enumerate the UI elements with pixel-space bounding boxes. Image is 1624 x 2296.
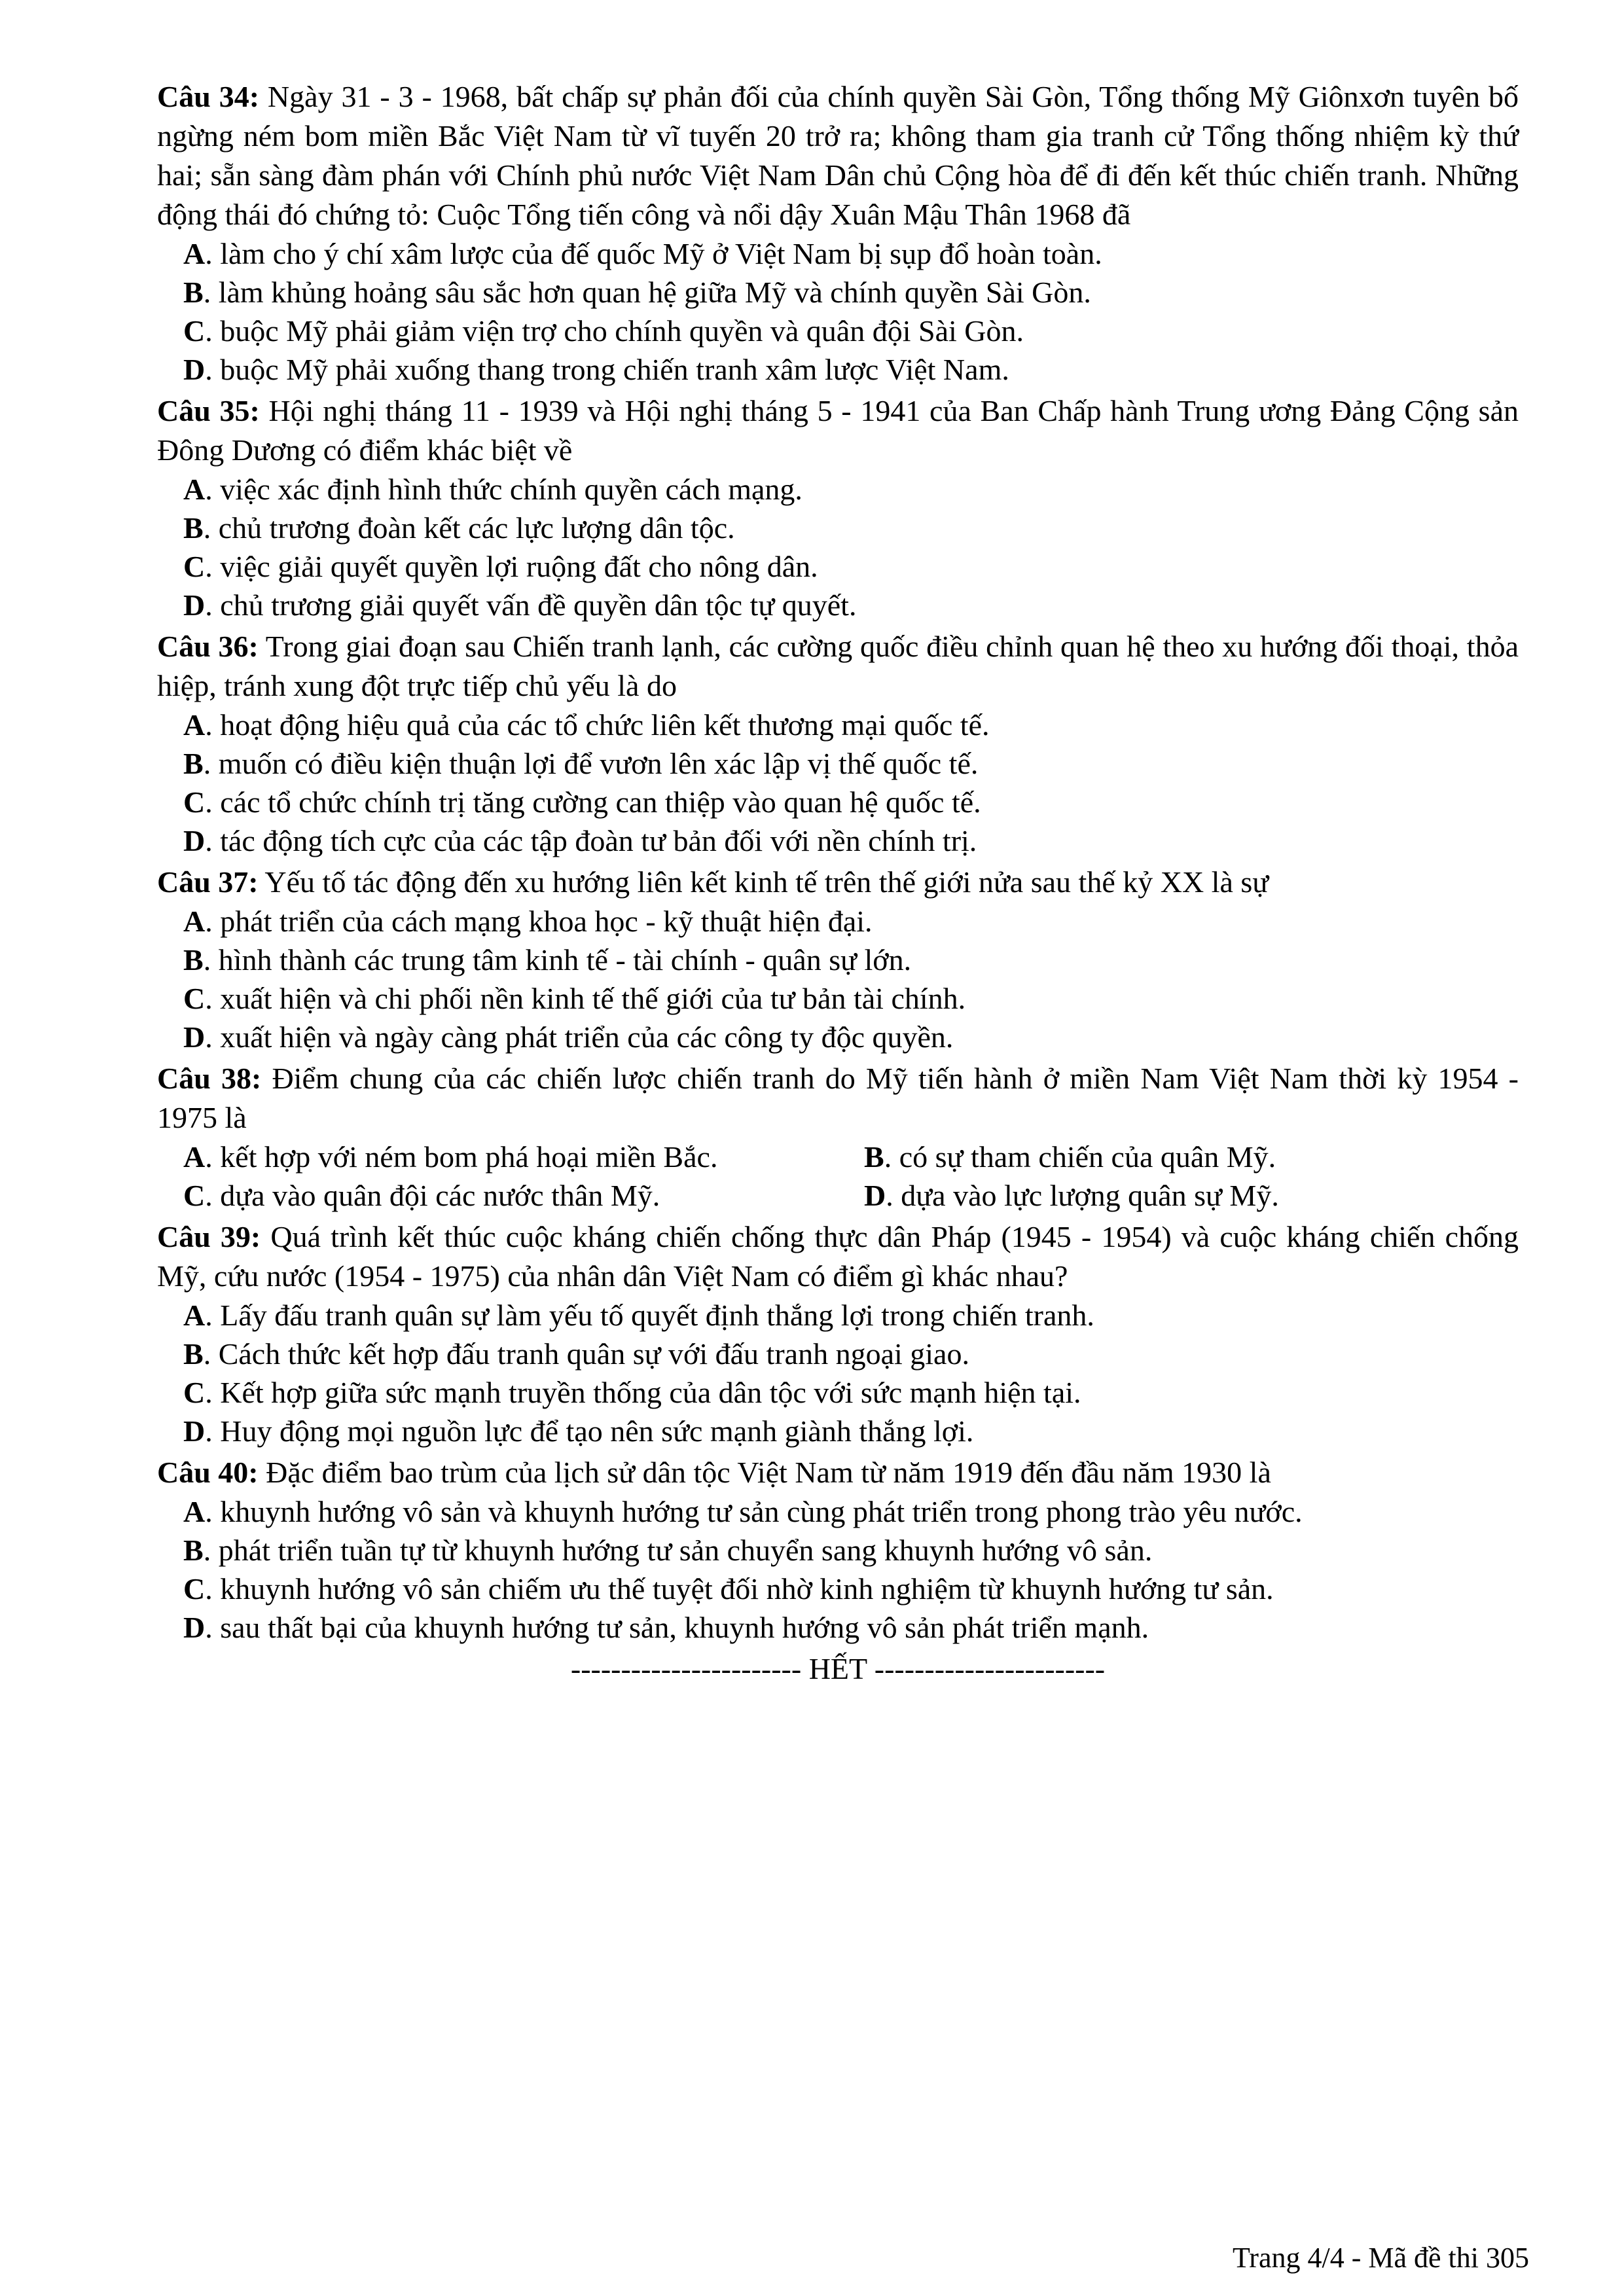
option-text: . khuynh hướng vô sản và khuynh hướng tư sản cùng phát triển trong phong trào yêu nước. bbox=[205, 1495, 1303, 1528]
question-stem bbox=[157, 391, 1519, 470]
question-stem bbox=[157, 1453, 1519, 1492]
option-text: . Kết hợp giữa sức mạnh truyền thống của dân tộc với sức mạnh hiện tại. bbox=[205, 1376, 1081, 1409]
option-letter: A bbox=[183, 1495, 206, 1528]
option-letter: C bbox=[183, 982, 206, 1015]
question-label: Câu 38: bbox=[157, 1062, 262, 1095]
question-text: Điểm chung của các chiến lược chiến tranh do Mỹ tiến hành ở miền Nam Việt Nam thời kỳ 1954 - 1975 là bbox=[157, 1062, 1519, 1134]
option-b bbox=[157, 1335, 1519, 1373]
option-c bbox=[157, 1570, 1519, 1608]
option-text: . buộc Mỹ phải giảm viện trợ cho chính quyền và quân đội Sài Gòn. bbox=[205, 314, 1024, 348]
question-37 bbox=[157, 863, 1519, 1056]
question-stem bbox=[157, 1217, 1519, 1296]
option-b bbox=[157, 509, 1519, 547]
option-text: . Huy động mọi nguồn lực để tạo nên sức mạnh giành thắng lợi. bbox=[205, 1414, 974, 1448]
question-text: Ngày 31 - 3 - 1968, bất chấp sự phản đối của chính quyền Sài Gòn, Tổng thống Mỹ Giônxơn tuyên bố ngừng ném bom miền Bắc Việt Nam từ vĩ tuyến 20 trở ra; không tham gia tranh cử Tổng thống nhiệm kỳ thứ hai; sẵn sàng đàm phán với Chính phủ nước Việt Nam Dân chủ Cộng hòa để đi đến kết thúc chiến tranh. Những động thái đó chứng tỏ: Cuộc Tổng tiến công và nổi dậy Xuân Mậu Thân 1968 đã bbox=[157, 80, 1519, 231]
option-grid bbox=[157, 1138, 1519, 1215]
option-letter: A bbox=[183, 1140, 206, 1174]
option-text: . làm khủng hoảng sâu sắc hơn quan hệ giữa Mỹ và chính quyền Sài Gòn. bbox=[203, 276, 1091, 309]
question-stem bbox=[157, 77, 1519, 234]
option-c bbox=[157, 1373, 1519, 1412]
option-d bbox=[157, 350, 1519, 389]
option-a bbox=[157, 1492, 1519, 1531]
option-d bbox=[864, 1176, 1545, 1215]
option-d bbox=[157, 586, 1519, 624]
question-stem bbox=[157, 1059, 1519, 1138]
option-b bbox=[157, 941, 1519, 979]
question-39 bbox=[157, 1217, 1519, 1450]
option-text: . sau thất bại của khuynh hướng tư sản, khuynh hướng vô sản phát triển mạnh. bbox=[205, 1611, 1149, 1644]
option-b bbox=[157, 744, 1519, 783]
option-c bbox=[183, 1176, 864, 1215]
option-letter: C bbox=[183, 1376, 206, 1409]
option-letter: A bbox=[183, 708, 206, 742]
option-a bbox=[157, 470, 1519, 509]
question-stem bbox=[157, 627, 1519, 706]
option-text: . dựa vào quân đội các nước thân Mỹ. bbox=[205, 1179, 660, 1212]
option-letter: D bbox=[183, 588, 206, 622]
option-c bbox=[157, 547, 1519, 586]
end-marker: ----------------------- HẾT ----------------------- bbox=[570, 1652, 1106, 1685]
option-letter: B bbox=[183, 276, 204, 309]
question-34 bbox=[157, 77, 1519, 389]
option-letter: C bbox=[183, 1179, 206, 1212]
option-letter: D bbox=[183, 824, 206, 857]
option-text: . xuất hiện và chi phối nền kinh tế thế giới của tư bản tài chính. bbox=[205, 982, 966, 1015]
question-stem bbox=[157, 863, 1519, 902]
option-b bbox=[157, 1531, 1519, 1570]
page-footer: Trang 4/4 - Mã đề thi 305 bbox=[1232, 2242, 1529, 2274]
option-letter: D bbox=[183, 1414, 206, 1448]
option-letter: D bbox=[183, 1020, 206, 1054]
option-a bbox=[157, 234, 1519, 273]
question-text: Yếu tố tác động đến xu hướng liên kết kinh tế trên thế giới nửa sau thế kỷ XX là sự bbox=[258, 865, 1269, 899]
exam-page bbox=[157, 77, 1519, 1689]
option-letter: D bbox=[183, 1611, 206, 1644]
option-d bbox=[157, 1608, 1519, 1647]
option-letter: A bbox=[183, 237, 206, 270]
option-c bbox=[157, 783, 1519, 821]
option-letter: A bbox=[183, 1299, 206, 1332]
option-letter: B bbox=[183, 511, 204, 545]
option-text: . xuất hiện và ngày càng phát triển của các công ty độc quyền. bbox=[205, 1020, 954, 1054]
option-a bbox=[157, 706, 1519, 744]
option-a bbox=[157, 1296, 1519, 1335]
option-letter: C bbox=[183, 1572, 206, 1605]
question-label: Câu 40: bbox=[157, 1456, 259, 1489]
option-letter: C bbox=[183, 785, 206, 819]
question-label: Câu 36: bbox=[157, 630, 259, 663]
option-letter: B bbox=[183, 747, 204, 780]
option-c bbox=[157, 312, 1519, 350]
option-letter: B bbox=[183, 1337, 204, 1371]
option-text: . chủ trương giải quyết vấn đề quyền dân tộc tự quyết. bbox=[205, 588, 857, 622]
option-letter: D bbox=[864, 1179, 886, 1212]
option-text: . phát triển tuần tự từ khuynh hướng tư sản chuyển sang khuynh hướng vô sản. bbox=[203, 1534, 1153, 1567]
option-d bbox=[157, 1018, 1519, 1056]
question-38 bbox=[157, 1059, 1519, 1215]
option-text: . Lấy đấu tranh quân sự làm yếu tố quyết định thắng lợi trong chiến tranh. bbox=[205, 1299, 1094, 1332]
question-label: Câu 37: bbox=[157, 865, 259, 899]
question-36 bbox=[157, 627, 1519, 860]
question-40 bbox=[157, 1453, 1519, 1647]
option-a bbox=[183, 1138, 864, 1176]
option-text: . phát triển của cách mạng khoa học - kỹ thuật hiện đại. bbox=[205, 905, 873, 938]
option-text: . dựa vào lực lượng quân sự Mỹ. bbox=[886, 1179, 1279, 1212]
question-text: Hội nghị tháng 11 - 1939 và Hội nghị tháng 5 - 1941 của Ban Chấp hành Trung ương Đảng Cộng sản Đông Dương có điểm khác biệt về bbox=[157, 394, 1519, 467]
option-letter: C bbox=[183, 314, 206, 348]
option-text: . kết hợp với ném bom phá hoại miền Bắc. bbox=[205, 1140, 718, 1174]
option-text: . hình thành các trung tâm kinh tế - tài chính - quân sự lớn. bbox=[203, 943, 912, 977]
option-text: . Cách thức kết hợp đấu tranh quân sự với đấu tranh ngoại giao. bbox=[203, 1337, 969, 1371]
question-35 bbox=[157, 391, 1519, 624]
question-text: Trong giai đoạn sau Chiến tranh lạnh, các cường quốc điều chỉnh quan hệ theo xu hướng đối thoại, thỏa hiệp, tránh xung đột trực tiếp chủ yếu là do bbox=[157, 630, 1519, 702]
option-text: . có sự tham chiến của quân Mỹ. bbox=[884, 1140, 1276, 1174]
option-letter: B bbox=[183, 943, 204, 977]
option-letter: A bbox=[183, 473, 206, 506]
option-text: . chủ trương đoàn kết các lực lượng dân tộc. bbox=[203, 511, 735, 545]
option-text: . tác động tích cực của các tập đoàn tư bản đối với nền chính trị. bbox=[205, 824, 977, 857]
option-b bbox=[864, 1138, 1545, 1176]
option-text: . việc giải quyết quyền lợi ruộng đất cho nông dân. bbox=[205, 550, 818, 583]
question-label: Câu 39: bbox=[157, 1220, 261, 1253]
option-b bbox=[157, 273, 1519, 312]
option-d bbox=[157, 1412, 1519, 1450]
option-c bbox=[157, 979, 1519, 1018]
option-letter: A bbox=[183, 905, 206, 938]
option-letter: B bbox=[864, 1140, 884, 1174]
option-letter: B bbox=[183, 1534, 204, 1567]
option-text: . làm cho ý chí xâm lược của đế quốc Mỹ ở Việt Nam bị sụp đổ hoàn toàn. bbox=[205, 237, 1102, 270]
option-text: . muốn có điều kiện thuận lợi để vươn lên xác lập vị thế quốc tế. bbox=[203, 747, 979, 780]
option-text: . các tổ chức chính trị tăng cường can thiệp vào quan hệ quốc tế. bbox=[205, 785, 981, 819]
question-label: Câu 34: bbox=[157, 80, 260, 113]
option-text: . buộc Mỹ phải xuống thang trong chiến tranh xâm lược Việt Nam. bbox=[205, 353, 1009, 386]
option-text: . khuynh hướng vô sản chiếm ưu thế tuyệt đối nhờ kinh nghiệm từ khuynh hướng tư sản. bbox=[205, 1572, 1274, 1605]
option-d bbox=[157, 821, 1519, 860]
option-letter: D bbox=[183, 353, 206, 386]
question-text: Đặc điểm bao trùm của lịch sử dân tộc Việt Nam từ năm 1919 đến đầu năm 1930 là bbox=[258, 1456, 1271, 1489]
option-text: . hoạt động hiệu quả của các tổ chức liên kết thương mại quốc tế. bbox=[205, 708, 990, 742]
option-text: . việc xác định hình thức chính quyền cách mạng. bbox=[205, 473, 803, 506]
question-text: Quá trình kết thúc cuộc kháng chiến chống thực dân Pháp (1945 - 1954) và cuộc kháng chiến chống Mỹ, cứu nước (1954 - 1975) của nhân dân Việt Nam có điểm gì khác nhau? bbox=[157, 1220, 1519, 1293]
question-label: Câu 35: bbox=[157, 394, 260, 427]
option-a bbox=[157, 902, 1519, 941]
option-letter: C bbox=[183, 550, 206, 583]
